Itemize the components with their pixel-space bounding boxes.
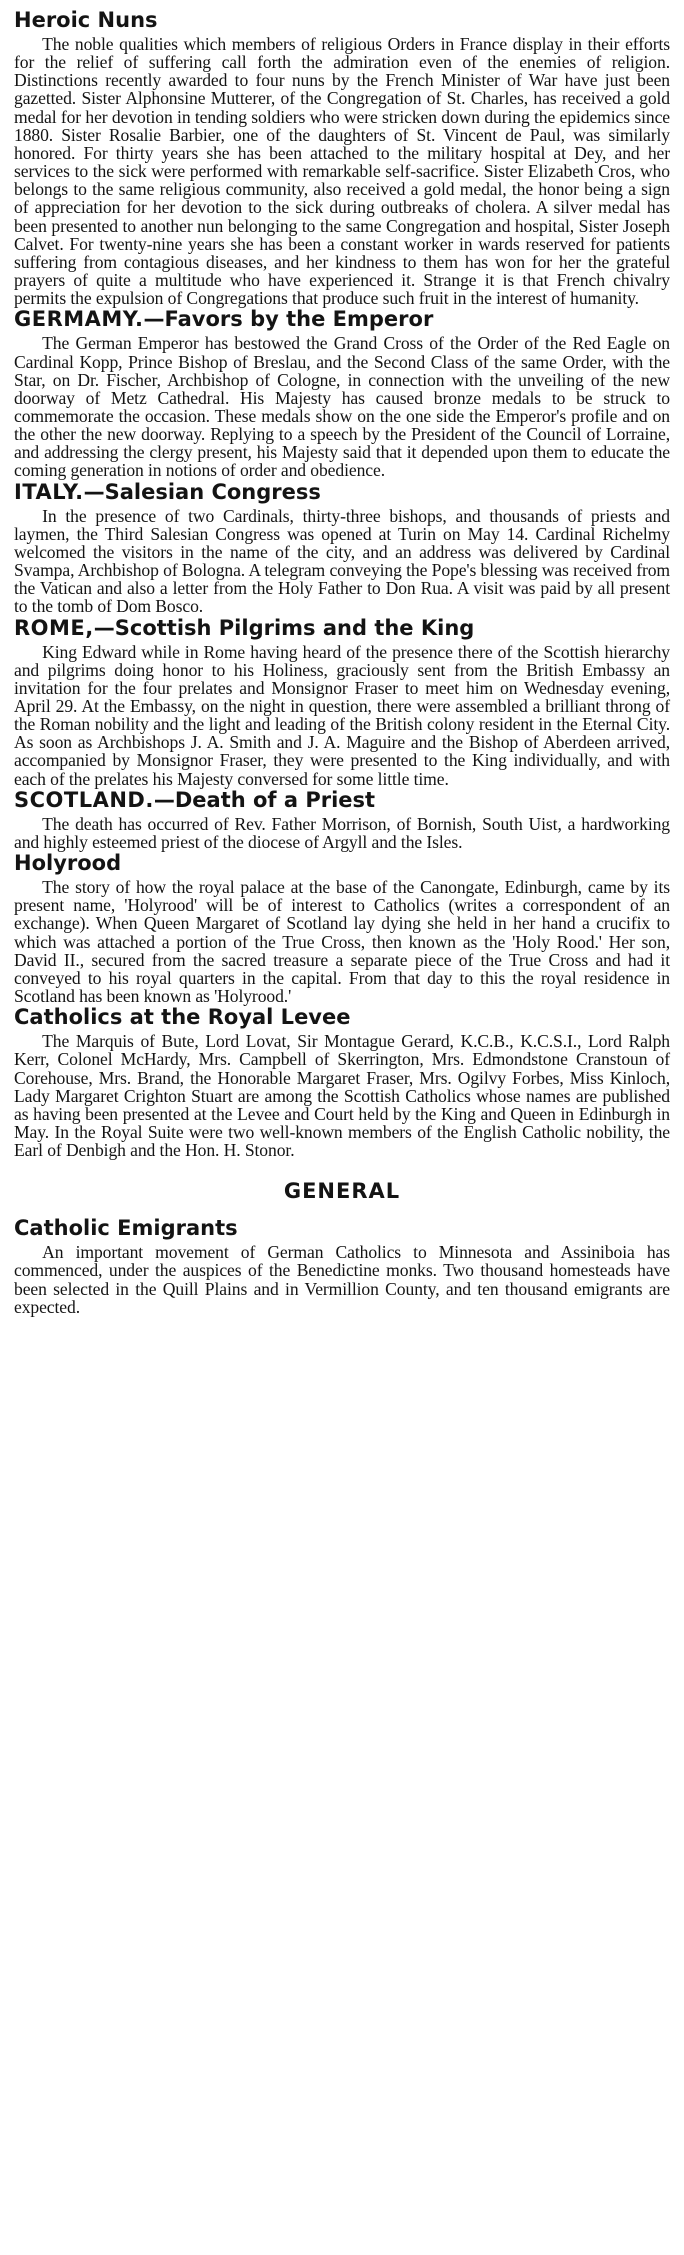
article-rome [14, 616, 670, 788]
headline-title: —Scottish Pilgrims and the King [93, 615, 475, 640]
headline-title: Heroic Nuns [14, 8, 158, 32]
article-holyrood [14, 851, 670, 1005]
article-headline [14, 616, 670, 641]
article-body: The German Emperor has bestowed the Grand Cross of the Order of the Red Eagle on Cardinal Kopp, Prince Bishop of Breslau, and the Second Class of the same Order, with the Star, on Dr. Fischer, Archbishop of Cologne, in connection with the unveiling of the new doorway of Metz Cathedral. His Majesty has caused bronze medals to be struck to commemorate the occasion. These medals show on the one side the Emperor's profile and on the other the new doorway. Replying to a speech by the President of the Council of Lorraine, and addressing the clergy present, his Majesty said that it depended upon them to educate the coming generation in notions of order and obedience. [14, 333, 670, 481]
headline-place: ROME, [14, 615, 94, 640]
headline-place: ITALY. [14, 479, 84, 504]
article-headline [14, 307, 670, 332]
section-heading: GENERAL [283, 1179, 401, 1204]
headline-title: —Favors by the Emperor [143, 307, 434, 332]
article-headline [14, 480, 670, 505]
headline-title: —Salesian Congress [83, 479, 321, 504]
article-body: The death has occurred of Rev. Father Morrison, of Bornish, South Uist, a hardworking and highly esteemed priest of the diocese of Argyll and the Isles. [14, 813, 670, 852]
headline-title: Catholic Emigrants [14, 1216, 238, 1241]
article-heroic-nuns [14, 8, 670, 307]
article-scotland [14, 788, 670, 851]
article-catholic-emigrants [14, 1216, 670, 1316]
article-headline [14, 1216, 670, 1241]
headline-place: GERMAMY. [14, 307, 144, 332]
headline-place: SCOTLAND. [14, 787, 154, 812]
headline-title: Catholics at the Royal Levee [14, 1005, 351, 1030]
article-body: The story of how the royal palace at the base of the Canongate, Edinburgh, came by its present name, 'Holyrood' will be of interest to Catholics (writes a correspondent of an exchange). When Queen Margaret of Scotland lay dying she held in her hand a crucifix to which was attached a portion of the True Cross, then known as the 'Holy Rood.' Her son, David II., secured from the sacred treasure a separate piece of the True Cross and had it conveyed to his royal quarters in the capital. From that day to this the royal residence in Scotland has been known as 'Holyrood.' [14, 877, 670, 1007]
article-royal-levee [14, 1005, 670, 1159]
headline-title: —Death of a Priest [153, 787, 376, 812]
article-germany [14, 307, 670, 479]
article-body: An important movement of German Catholics to Minnesota and Assiniboia has commenced, under the auspices of the Benedictine monks. Two thousand homesteads have been selected in the Quill Plains and in Vermillion County, and ten thousand emigrants are expected. [14, 1242, 670, 1317]
article-italy [14, 480, 670, 616]
article-headline [14, 8, 670, 33]
article-body: The noble qualities which members of religious Orders in France display in their efforts for the relief of suffering call forth the admiration even of the enemies of religion. Distinctions recently awarded to four nuns by the French Minister of War have just been gazetted. Sister Alphonsine Mutterer, of the Congregation of St. Charles, has received a gold medal for her devotion in tending soldiers who were stricken down during the epidemics since 1880. Sister Rosalie Barbier, one of the daughters of St. Vincent de Paul, was similarly honored. For thirty years she has been attached to the military hospital at Dey, and her services to the sick were performed with remarkable self-sacrifice. Sister Elizabeth Cros, who belongs to the same religious community, also received a gold medal, the honor being a sign of appreciation for her devotion to the sick during outbreaks of cholera. A silver medal has been presented to another nun belonging to the same Congregation and hospital, Sister Joseph Calvet. For twenty-nine years she has been a constant worker in wards reserved for patients suffering from contagious diseases, and her kindness to them has won for her the grateful prayers of quite a multitude who have experienced it. Strange it is that French chivalry permits the expulsion of Congregations that produce such fruit in the interest of humanity. [14, 34, 670, 309]
article-body: In the presence of two Cardinals, thirty-three bishops, and thousands of priests and laymen, the Third Salesian Congress was opened at Turin on May 14. Cardinal Richelmy welcomed the visitors in the name of the city, and an address was delivered by Cardinal Svampa, Archbishop of Bologna. A telegram conveying the Pope's blessing was received from the Vatican and also a letter from the Holy Father to Don Rua. A visit was paid by all present to the tomb of Dom Bosco. [14, 505, 670, 617]
article-headline [14, 851, 670, 876]
article-headline [14, 1005, 670, 1030]
headline-title: Holyrood [14, 851, 122, 876]
article-body: King Edward while in Rome having heard of the presence there of the Scottish hierarchy and pilgrims doing honor to his Holiness, graciously sent from the British Embassy an invitation for the four prelates and Monsignor Fraser to meet him on Wednesday evening, April 29. At the Embassy, on the night in question, there were assembled a brilliant throng of the Roman nobility and the light and leading of the British colony resident in the Eternal City. As soon as Archbishops J. A. Smith and J. A. Maguire and the Bishop of Aberdeen arrived, accompanied by Monsignor Fraser, they were presented to the King individually, and with each of the prelates his Majesty conversed for some little time. [14, 641, 670, 789]
article-body: The Marquis of Bute, Lord Lovat, Sir Montague Gerard, K.C.B., K.C.S.I., Lord Ralph Kerr, Colonel McHardy, Mrs. Campbell of Skerrington, Mrs. Edmondstone Cranstoun of Corehouse, Mrs. Brand, the Honorable Margaret Fraser, Mrs. Ogilvy Forbes, Miss Kinloch, Lady Margaret Crighton Stuart are among the Scottish Catholics whose names are published as having been presented at the Levee and Court held by the King and Queen in Edinburgh in May. In the Royal Suite were two well-known members of the English Catholic nobility, the Earl of Denbigh and the Hon. H. Stonor. [14, 1031, 670, 1161]
article-headline [14, 788, 670, 813]
